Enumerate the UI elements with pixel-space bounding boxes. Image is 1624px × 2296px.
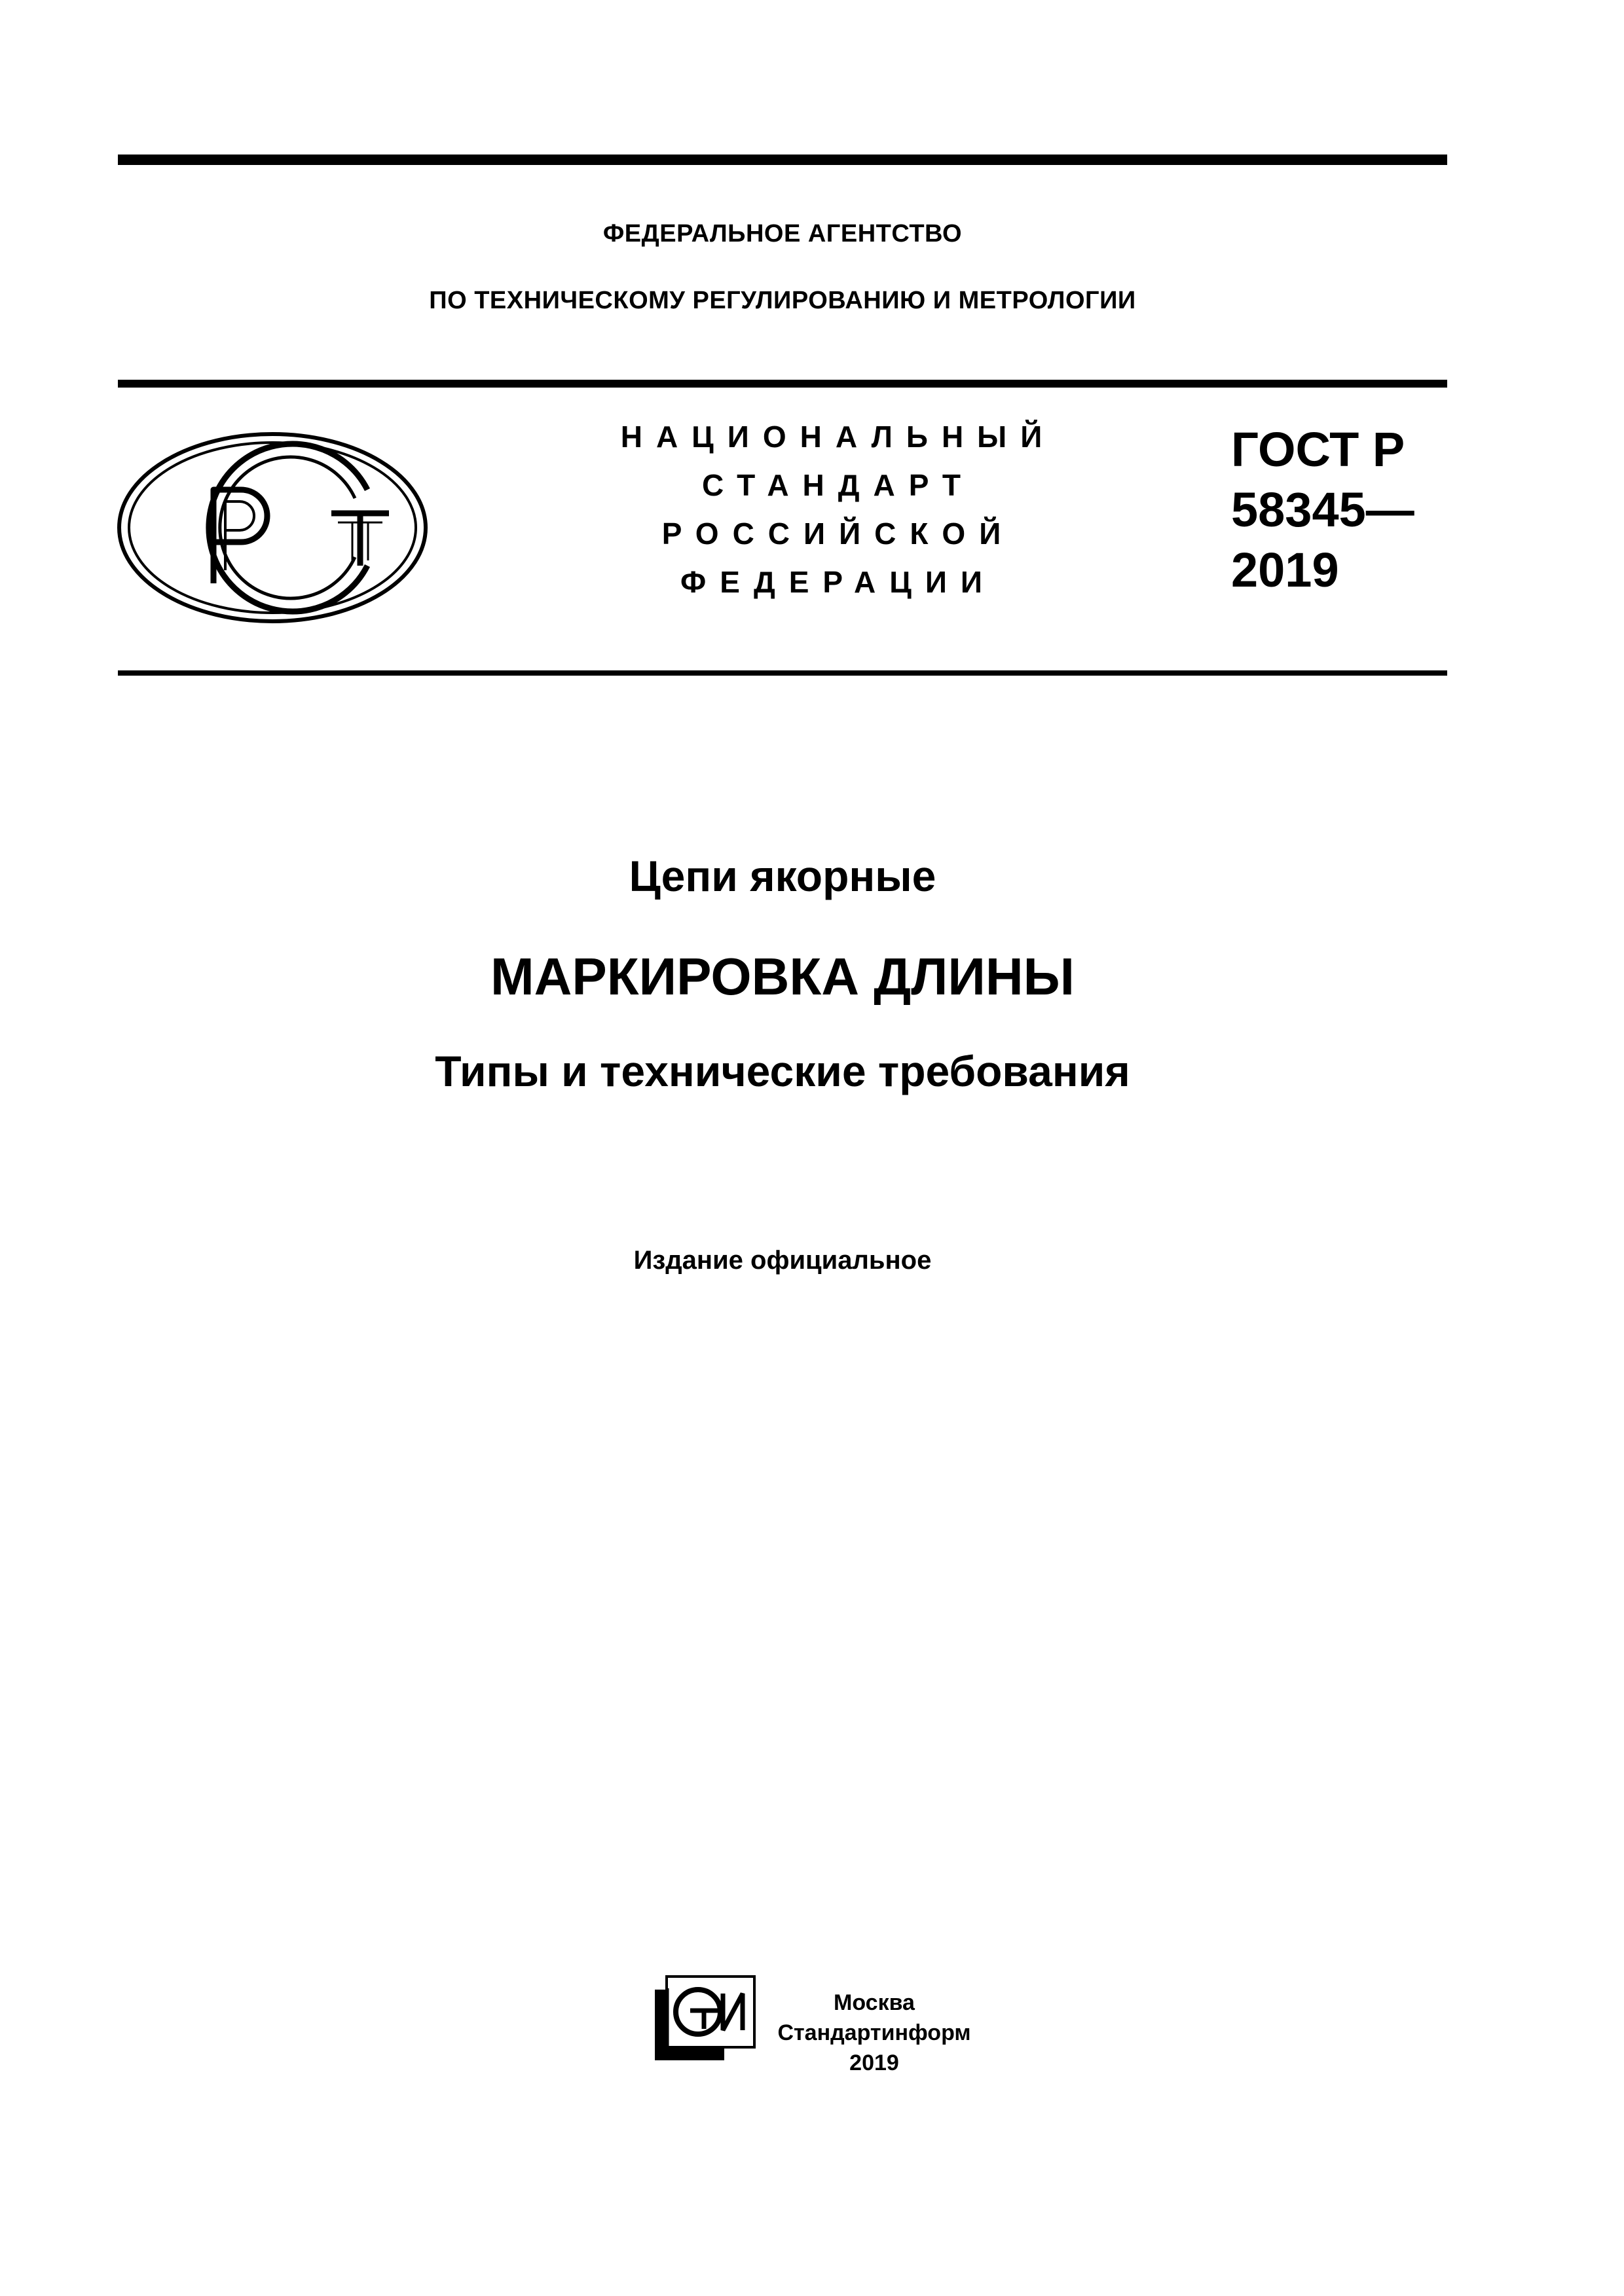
publisher-year: 2019 — [849, 2050, 899, 2075]
document-subtitle: Типы и технические требования — [435, 1047, 1130, 1095]
top-rule — [118, 155, 1447, 165]
rst-certification-mark-icon — [115, 429, 430, 626]
agency-name-line-1: ФЕДЕРАЛЬНОЕ АГЕНТСТВО — [602, 220, 963, 247]
publisher-name: Стандартинформ — [777, 2020, 971, 2045]
gost-line: 58345— — [1231, 483, 1414, 537]
national-line: СТАНДАРТ — [702, 468, 974, 502]
national-line: ФЕДЕРАЦИИ — [680, 565, 996, 599]
standartinform-logo-icon — [654, 1975, 756, 2064]
middle-rule — [118, 380, 1447, 388]
national-line: РОССИЙСКОЙ — [661, 517, 1015, 551]
bottom-rule — [118, 670, 1447, 676]
agency-name-line-2: ПО ТЕХНИЧЕСКОМУ РЕГУЛИРОВАНИЮ И МЕТРОЛОГИИ — [429, 287, 1136, 314]
document-title-main: МАРКИРОВКА ДЛИНЫ — [490, 947, 1075, 1006]
gost-line: 2019 — [1231, 543, 1339, 597]
publisher-city: Москва — [834, 1990, 915, 2015]
national-line: НАЦИОНАЛЬНЫЙ — [620, 420, 1056, 454]
document-title-line-1: Цепи якорные — [629, 852, 936, 900]
edition-label: Издание официальное — [633, 1246, 932, 1275]
gost-line: ГОСТ Р — [1231, 422, 1405, 477]
